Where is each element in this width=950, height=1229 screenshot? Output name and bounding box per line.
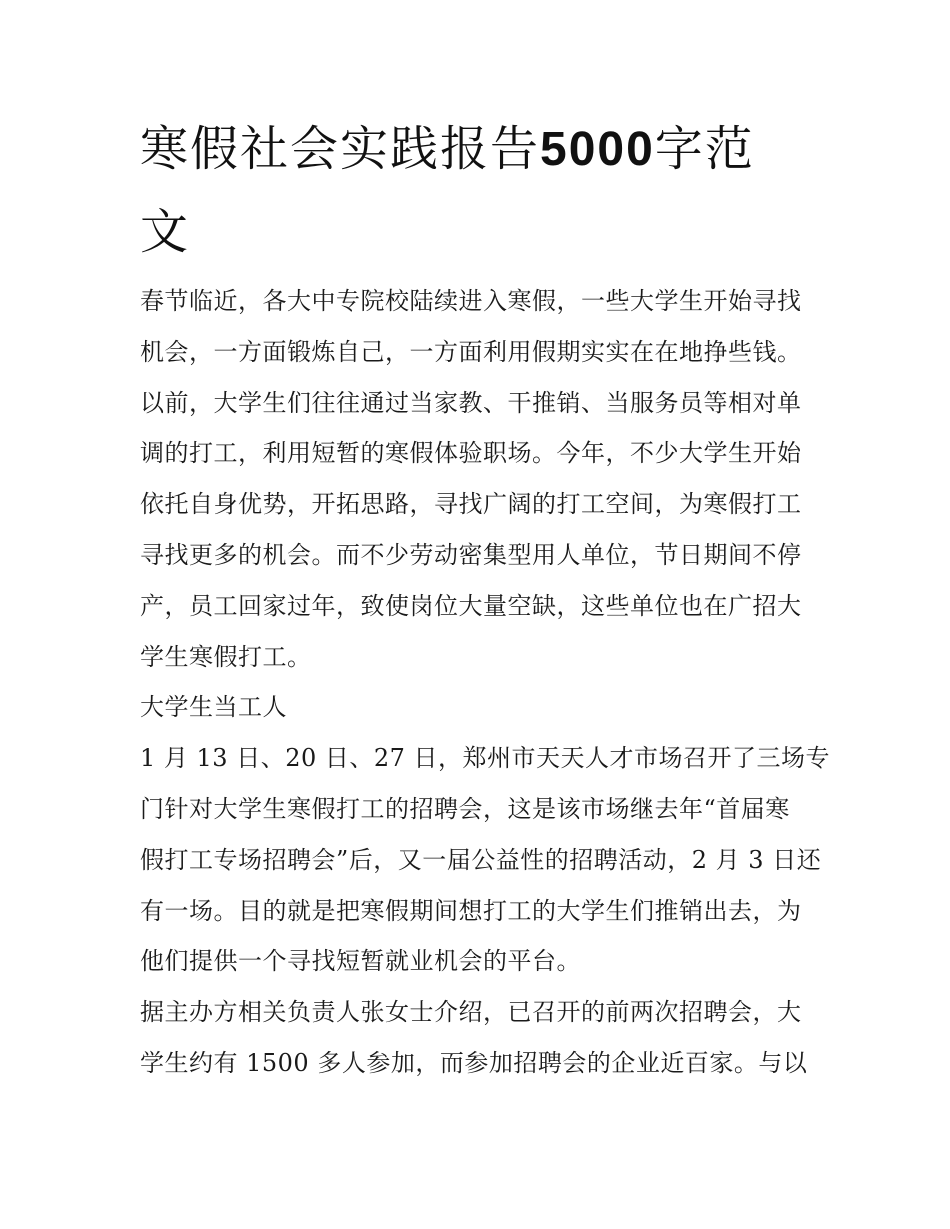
text-line: 门针对大学生寒假打工的招聘会，这是该市场继去年“首届寒 (140, 794, 790, 823)
section-heading: 大学生当工人 (140, 693, 287, 722)
text-line: 机会，一方面锻炼自己，一方面利用假期实实在在地挣些钱。 (140, 337, 802, 366)
text-line: 据主办方相关负责人张女士介绍，已召开的前两次招聘会，大 (140, 998, 802, 1027)
title-prefix: 寒假社会实践报告 (140, 121, 541, 177)
text-line: 寻找更多的机会。而不少劳动密集型用人单位，节日期间不停 (140, 540, 802, 569)
text-line: 有一场。目的就是把寒假期间想打工的大学生们推销出去，为 (140, 896, 802, 925)
text-line: 学生约有 1500 多人参加，而参加招聘会的企业近百家。与以 (140, 1048, 808, 1077)
title-suffix-line2: 文 (140, 204, 191, 260)
title-number: 5000 (540, 123, 655, 176)
text-line: 依托自身优势，开拓思路，寻找广阔的打工空间，为寒假打工 (140, 490, 802, 519)
title-suffix-line1: 字范 (654, 121, 755, 177)
document-title (140, 108, 820, 273)
text-line: 春节临近，各大中专院校陆续进入寒假，一些大学生开始寻找 (140, 287, 802, 315)
text-line: 产，员工回家过年，致使岗位大量空缺，这些单位也在广招大 (140, 591, 802, 620)
text-line: 以前，大学生们往往通过当家教、干推销、当服务员等相对单 (140, 388, 802, 417)
text-line: 调的打工，利用短暂的寒假体验职场。今年，不少大学生开始 (140, 439, 802, 468)
text-line: 学生寒假打工。 (140, 642, 312, 671)
text-line: 他们提供一个寻找短暂就业机会的平台。 (140, 947, 581, 976)
document-body (140, 276, 831, 1089)
text-line: 假打工专场招聘会”后，又一届公益性的招聘活动，2 月 3 日还 (140, 845, 822, 874)
text-line: 1 月 13 日、20 日、27 日，郑州市天天人才市场召开了三场专 (140, 744, 831, 773)
